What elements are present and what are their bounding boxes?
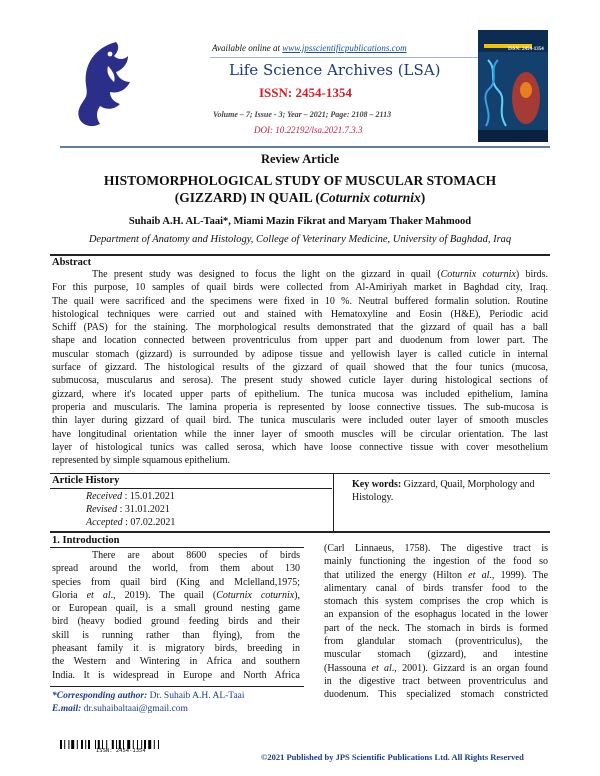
abstract-line: For this purpose, 10 samples of quail birds were collected from Al-Amiriyah market in Baghdad city, Iraq.: [52, 282, 548, 294]
history-accepted: [86, 517, 175, 530]
abstract-line: thin layer during gizzard of quail bird. The tunica muscularis were included outer layer of smooth muscles: [52, 415, 548, 427]
article-title-line-1: HISTOMORPHOLOGICAL STUDY OF MUSCULAR STOMACH: [103, 173, 497, 188]
introduction-heading: 1. Introduction: [52, 535, 120, 546]
barcode-bar: [81, 740, 83, 749]
corresponding-author: [52, 691, 245, 701]
introduction-line: from glandular stomach (proventriculus), the: [324, 636, 548, 648]
introduction-line: or European quail, is a small ground nesting game: [52, 603, 300, 615]
introduction-line: part of the neck. The stomach in birds is formed: [324, 622, 548, 634]
introduction-line: spread around the world, from them about 130: [52, 563, 300, 575]
introduction-left-column: [52, 549, 300, 682]
introduction-line: mainly functioning the ingestion of the food so: [324, 556, 548, 568]
revised-label: Revised: [86, 504, 118, 515]
abstract-line: muscular stomach (gizzard) is surrounded by adipose tissue and yellowish layer is called cuticle in internal: [52, 348, 548, 360]
abstract-line: submucosa, muscularus and serosa). The present study showed cuticle layer during histological sections of: [52, 375, 548, 387]
introduction-line: (Hassouna et al., 2001). Gizzard is an organ found: [324, 662, 548, 674]
accepted-label: Accepted: [86, 517, 123, 528]
abstract-line: represented by simple squamous epithelium.: [52, 455, 231, 467]
abstract-bottom-rule: [50, 473, 550, 474]
received-date: : 15.01.2021: [124, 491, 175, 502]
abstract-line: shape and location connected between proventriculus from upper part and duodenum from lower part. The: [52, 335, 548, 347]
abstract-line: histological techniques were carried out and stained with Hematoxyline and Eosin (H&E), Periodic acid: [52, 308, 548, 320]
introduction-line: (Carl Linnaeus, 1758). The digestive tract is: [324, 543, 548, 554]
barcode-bar: [68, 740, 69, 749]
introduction-right-column: [324, 542, 548, 702]
introduction-line: India. It is widespread in Europe and North Africa: [52, 669, 300, 681]
cover-issn: ISSN: 2454-1354: [508, 47, 544, 52]
title-species: Coturnix coturnix: [319, 190, 421, 205]
revised-date: : 31.01.2021: [119, 504, 170, 515]
abstract-body: [52, 268, 548, 467]
volume-line: Volume – 7; Issue - 3; Year – 2021; Page: 2108 – 2113: [213, 110, 392, 119]
available-prefix: Available online at: [212, 43, 280, 53]
barcode-bar: [154, 740, 155, 749]
email-address[interactable]: dr.suhaibaltaai@gmail.com: [81, 704, 188, 714]
history-revised: [86, 504, 170, 517]
authors: Suhaib A.H. AL-Taai*, Miami Mazin Fikrat and Maryam Thaker Mahmood: [128, 216, 472, 227]
received-label: Received: [86, 491, 123, 502]
header-bottom-rule: [60, 146, 550, 148]
journal-logo: [70, 36, 140, 134]
article-title-line-2: [0, 189, 600, 206]
history-bottom-rule: [50, 531, 550, 533]
article-history-heading: Article History: [52, 475, 120, 486]
barcode-bar: [88, 740, 90, 749]
history-keywords-divider: [333, 474, 334, 532]
introduction-line: pheasant family it is migratory birds, breeding in: [52, 643, 300, 655]
title-part: ): [420, 190, 426, 205]
barcode-bar: [85, 740, 86, 749]
email-label: E.mail:: [52, 704, 82, 714]
introduction-line: an expansion of the esophagus located in the lower: [324, 609, 548, 621]
barcode-bar: [77, 740, 78, 749]
corresponding-email: [52, 704, 188, 714]
introduction-rule: [50, 547, 304, 548]
footnote-rule: [50, 686, 304, 687]
introduction-line: species from quail bird (King and Mclelland,1975;: [52, 576, 300, 588]
abstract-line: properia and muscularis. The lamina properia is represented by loose connective tissues. The sub-mucosa is: [52, 401, 548, 413]
keywords-line-1: Gizzard, Quail, Morphology and: [403, 479, 535, 490]
title-part: (GIZZARD) IN QUAIL (: [174, 190, 320, 205]
journal-issn: ISSN: 2454-1354: [259, 85, 352, 100]
abstract-line: The quail were sacrificed and the specimens were fixed in 10 %. Neutral buffered formalin solution. Routine: [52, 295, 548, 307]
introduction-line: muscular stomach (gizzard), and intestine: [324, 649, 548, 661]
introduction-line: skill is running rather than flying), from the: [52, 629, 300, 641]
barcode-bar: [158, 740, 159, 749]
horse-logo-icon: [70, 36, 140, 134]
introduction-line: Gloria et al., 2019). The quail (Coturnix coturnix),: [52, 589, 301, 601]
introduction-line: stomach this system comprises the crop which is: [324, 596, 548, 608]
corresponding-author-name: Dr. Suhaib A.H. AL-Taai: [147, 691, 245, 701]
barcode-text: ISSN: 2454-1354: [96, 748, 146, 754]
introduction-line: bird (heavy bodied ground feeding birds and their: [52, 616, 300, 628]
journal-website-link[interactable]: www.jpsscientificpublications.com: [282, 43, 407, 53]
abstract-line: surface of gizzard. The histological results of the gizzard of quail showed that the four tunics (mucosa,: [52, 362, 548, 374]
introduction-line: alimentary canal of birds transfer food to the: [324, 582, 548, 594]
barcode-bar: [64, 740, 65, 749]
barcode-bar: [148, 740, 151, 749]
corresponding-author-label: *Corresponding author:: [52, 691, 148, 701]
abstract-line: Schiff (PAS) for the staining. The morphological results demonstrated that the gizzard of quail has a ball: [52, 322, 548, 334]
copyright: ©2021 Published by JPS Scientific Publications Ltd. All Rights Reserved: [261, 752, 524, 762]
introduction-line: that utilized the energy (Hilton et al., 1999). The: [324, 569, 549, 581]
issn-barcode: [60, 739, 202, 755]
history-received: [86, 491, 175, 504]
journal-cover: [478, 30, 548, 142]
header-divider: [210, 57, 478, 58]
abstract-top-rule: [50, 254, 550, 256]
doi: DOI: 10.22192/lsa.2021.7.3.3: [254, 125, 363, 135]
introduction-line: There are about 8600 species of birds: [92, 550, 300, 561]
abstract-line: have longitudinal orientation while the inner layer of smooth muscles will be circular orientation. The last: [52, 428, 548, 440]
abstract-line: The present study was designed to focus the light on the gizzard in quail (Coturnix coturnix) birds.: [92, 269, 548, 280]
availability-line: [212, 43, 407, 53]
abstract-line: layer of histological tunics was called serosa, which have loose connective tissue with cover mesothelium: [52, 441, 548, 453]
introduction-line: in the digestive tract between proventriculus and: [324, 675, 548, 687]
keywords-label: Key words:: [352, 479, 402, 490]
barcode-bar: [60, 740, 62, 749]
history-rule: [50, 488, 332, 489]
introduction-line: duodenum. This specialized stomach constricted: [324, 689, 548, 701]
affiliation: Department of Anatomy and Histology, College of Veterinary Medicine, University of Baghdad, Iraq: [88, 234, 512, 245]
accepted-date: : 07.02.2021: [125, 517, 176, 528]
barcode-bar: [71, 740, 74, 749]
introduction-line: the Western and Wintering in Africa and southern: [52, 656, 300, 668]
abstract-heading: Abstract: [52, 257, 92, 268]
journal-name: Life Science Archives (LSA): [229, 61, 441, 79]
keywords-line-2: Histology.: [352, 492, 394, 503]
abstract-line: gizzard, where it's located upper parts of epithelium. The tunica mucosa was included epithelium, lamina: [52, 388, 548, 400]
article-type: Review Article: [260, 152, 340, 166]
keywords: [352, 478, 548, 504]
